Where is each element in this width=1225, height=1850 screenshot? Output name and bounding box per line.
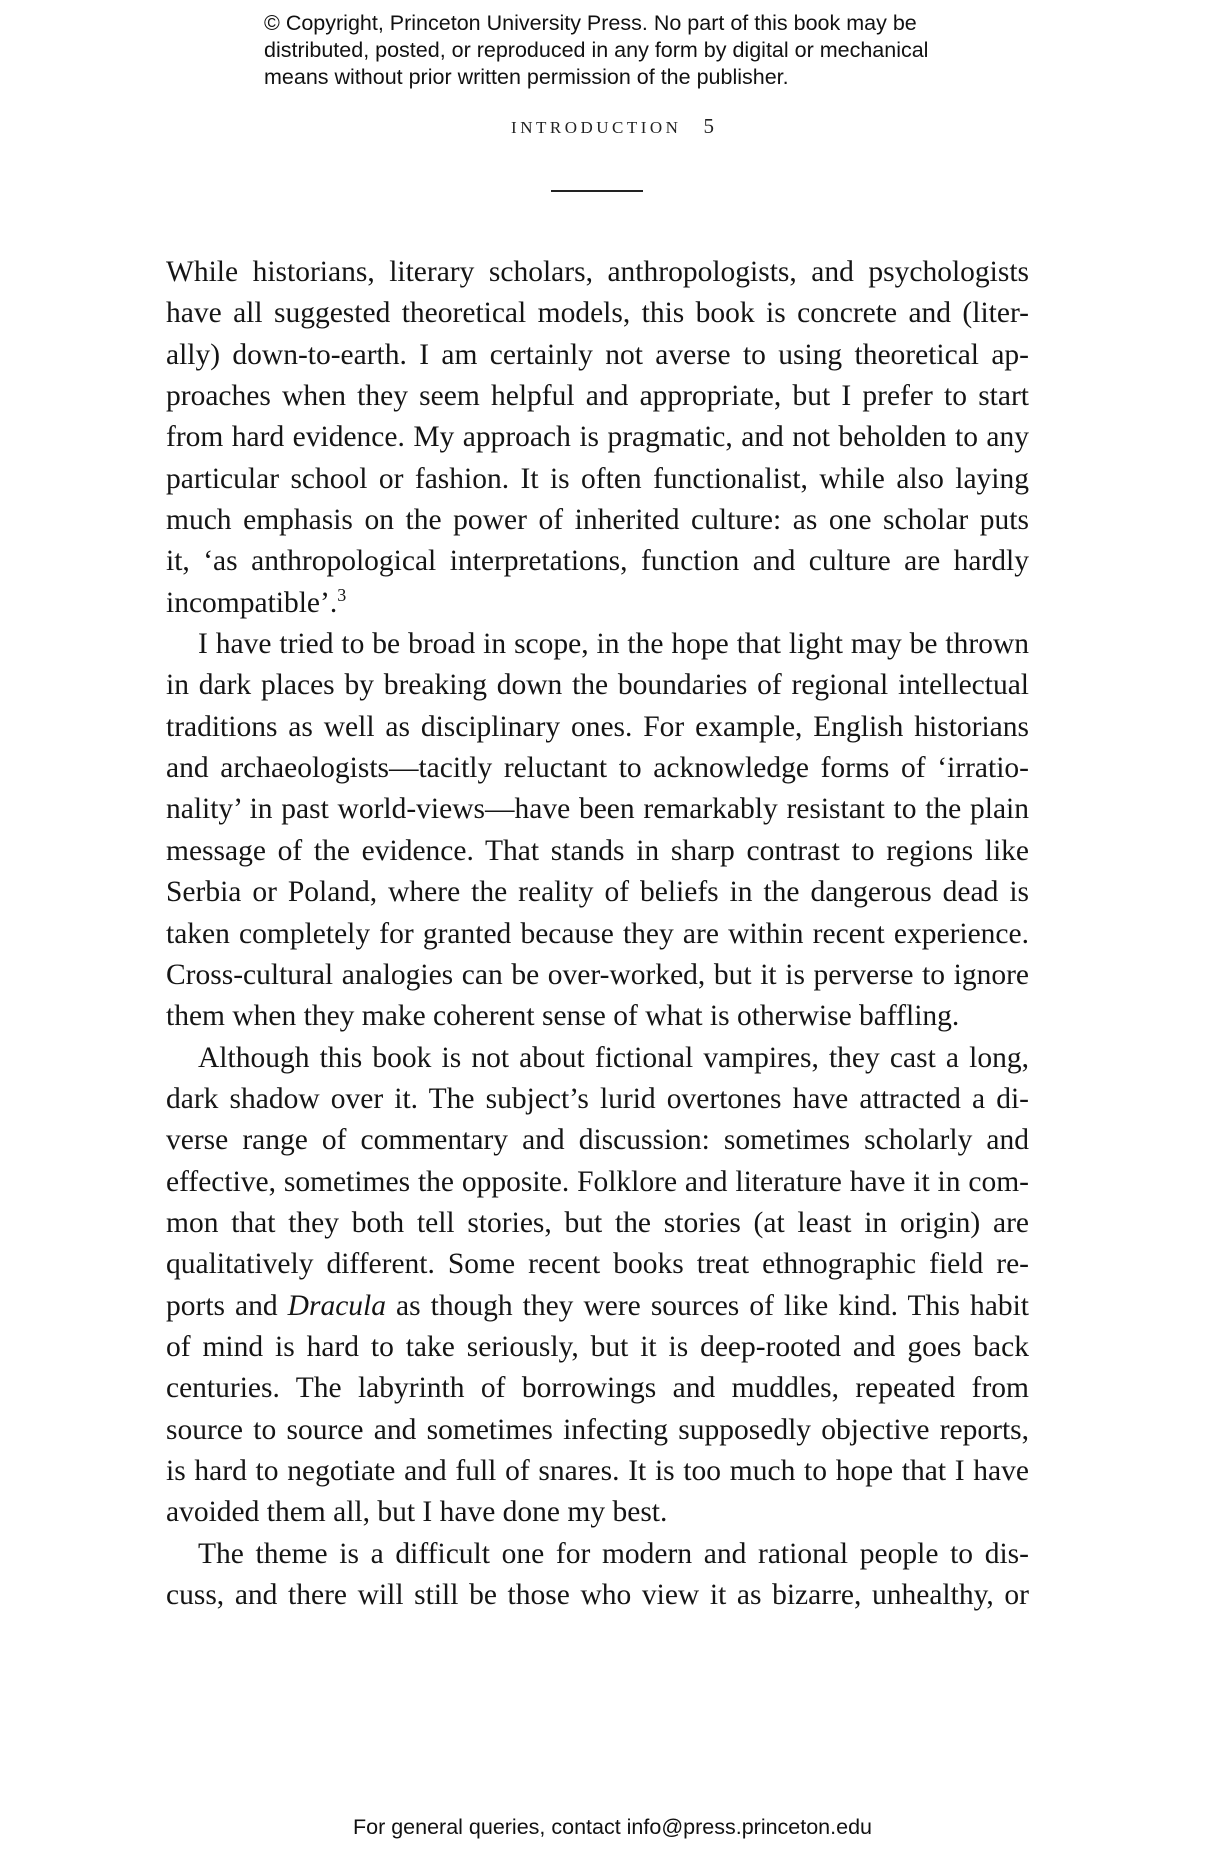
text-line — [166, 1286, 1029, 1327]
text-line: Cross-cultural analogies can be over-worked, but it is perverse to ignore — [166, 958, 1029, 991]
text-line: cuss, and there will still be those who view it as bizarre, unhealthy, or — [166, 1579, 1029, 1611]
text-line: centuries. The labyrinth of borrowings and muddles, repeated from — [166, 1372, 1029, 1405]
text-line: Serbia or Poland, where the reality of beliefs in the dangerous dead is — [166, 876, 1029, 909]
body-text — [166, 252, 1029, 1616]
text-line: traditions as well as disciplinary ones. For example, English historians — [166, 710, 1029, 743]
text-line: it, ‘as anthropological interpretations, function and culture are hardly — [166, 545, 1029, 578]
book-title-italic: Dracula — [287, 1289, 386, 1322]
text-line: from hard evidence. My approach is pragmatic, and not beholden to any — [166, 421, 1029, 454]
text-line: avoided them all, but I have done my best. — [166, 1496, 668, 1529]
text-fragment: as though they were sources of like kind. This habit — [386, 1289, 1030, 1322]
text-line: nality’ in past world-views—have been remarkably resistant to the plain — [166, 793, 1029, 826]
text-fragment: ports and — [166, 1289, 288, 1322]
text-line: mon that they both tell stories, but the stories (at least in origin) are — [166, 1206, 1029, 1239]
text-line: dark shadow over it. The subject’s lurid overtones have attracted a di- — [166, 1082, 1029, 1115]
text-line: Although this book is not about fictional vampires, they cast a long, — [198, 1041, 1029, 1074]
chapter-title: INTRODUCTION — [511, 118, 682, 137]
footnote-reference[interactable]: 3 — [337, 584, 347, 605]
text-line: much emphasis on the power of inherited culture: as one scholar puts — [166, 504, 1029, 537]
text-line: While historians, literary scholars, anthropologists, and psychologists — [166, 256, 1029, 288]
text-fragment: incompatible’. — [166, 586, 338, 619]
copyright-line: means without prior written permission of the publisher. — [264, 65, 789, 89]
text-line: proaches when they seem helpful and appropriate, but I prefer to start — [166, 380, 1029, 413]
copyright-line: © Copyright, Princeton University Press. No part of this book may be — [264, 11, 917, 35]
text-line: have all suggested theoretical models, this book is concrete and (liter- — [166, 297, 1029, 330]
text-line — [166, 583, 1029, 624]
text-line: ally) down-to-earth. I am certainly not averse to using theoretical ap- — [166, 338, 1029, 371]
text-line: of mind is hard to take seriously, but it is deep-rooted and goes back — [166, 1330, 1029, 1363]
text-line: verse range of commentary and discussion: sometimes scholarly and — [166, 1124, 1029, 1157]
page-number: 5 — [703, 114, 714, 138]
text-line: and archaeologists—tacitly reluctant to acknowledge forms of ‘irratio- — [166, 752, 1029, 785]
running-head — [0, 114, 1225, 139]
text-line: particular school or fashion. It is often functionalist, while also laying — [166, 462, 1029, 495]
text-line: I have tried to be broad in scope, in the hope that light may be thrown — [198, 628, 1029, 661]
copyright-notice — [264, 10, 1044, 91]
text-line: message of the evidence. That stands in sharp contrast to regions like — [166, 834, 1029, 867]
text-line: effective, sometimes the opposite. Folklore and literature have it in com- — [166, 1165, 1029, 1198]
text-line: them when they make coherent sense of what is otherwise baffling. — [166, 1000, 960, 1033]
copyright-line: distributed, posted, or reproduced in any form by digital or mechanical — [264, 38, 929, 62]
text-line: taken completely for granted because they are within recent experience. — [166, 917, 1029, 950]
text-line: is hard to negotiate and full of snares. It is too much to hope that I have — [166, 1454, 1029, 1487]
text-line: The theme is a difficult one for modern and rational people to dis- — [198, 1537, 1029, 1570]
text-line: qualitatively different. Some recent books treat ethnographic field re- — [166, 1248, 1029, 1281]
footer-contact: For general queries, contact info@press.princeton.edu — [352, 1815, 872, 1839]
text-line: in dark places by breaking down the boundaries of regional intellectual — [166, 669, 1029, 702]
header-rule — [551, 190, 643, 192]
text-line: source to source and sometimes infecting supposedly objective reports, — [166, 1413, 1029, 1446]
